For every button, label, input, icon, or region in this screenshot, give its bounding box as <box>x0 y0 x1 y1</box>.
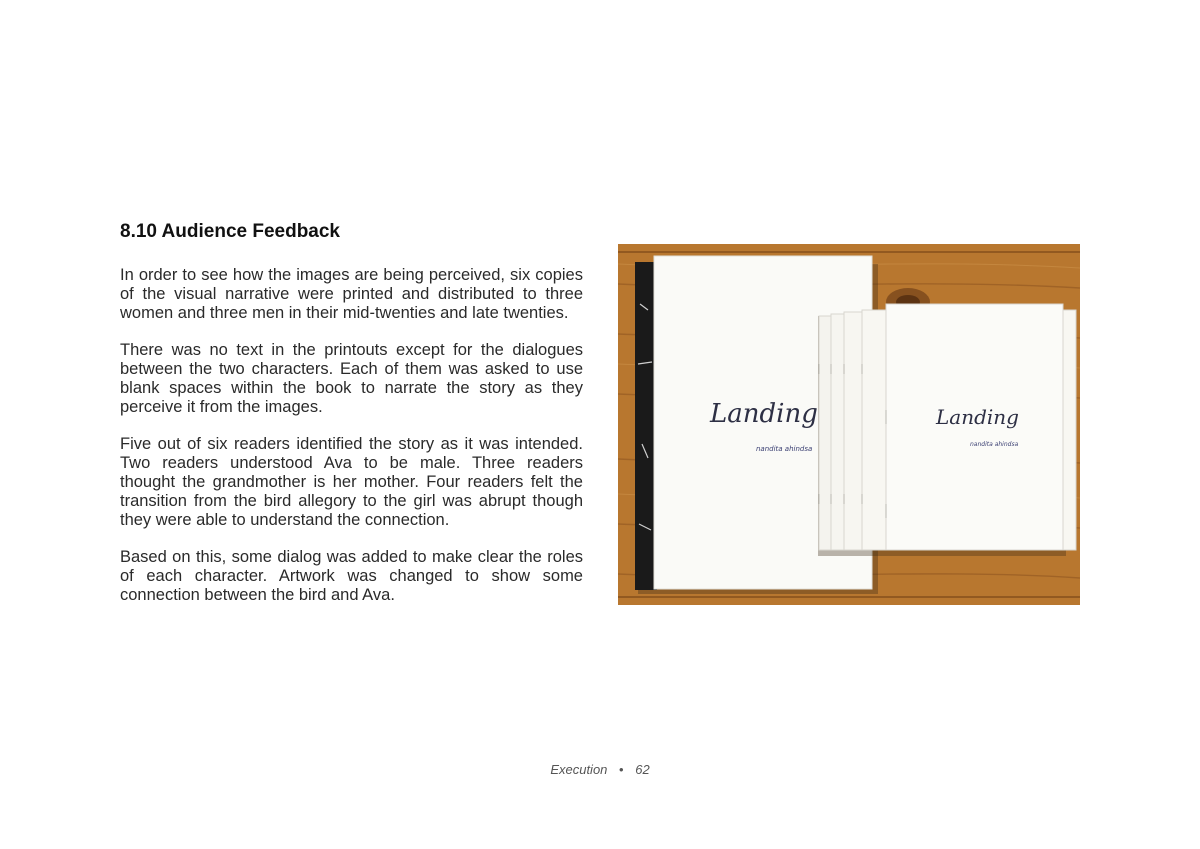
small-booklet-stack <box>818 304 1076 556</box>
body-text <box>120 266 583 623</box>
paragraph-no-text: There was no text in the printouts except for the dialogues between the two characters. Each of them was asked to use blank spaces within the book to narrate the story as they perceive it from the images. <box>120 341 583 416</box>
large-booklet-author: nandita ahindsa <box>756 445 813 453</box>
small-booklet-author: nandita ahindsa <box>970 441 1019 448</box>
paragraph-method: In order to see how the images are being perceived, six copies of the visual narrative were printed and distributed to three women and three men in their mid-twenties and late twenties. <box>120 266 583 322</box>
photo-printed-books <box>618 244 1080 605</box>
footer-separator: • <box>619 762 624 777</box>
small-booklet-title: Landing <box>936 405 1019 429</box>
paragraph-findings: Five out of six readers identified the story as it was intended. Two readers understood Ava to be male. Three readers thought the grandmother is her mother. Four readers felt the transition from the bird allegory to the girl was abrupt though they were able to understand the connection. <box>120 435 583 529</box>
paragraph-changes: Based on this, some dialog was added to make clear the roles of each character. Artwork was changed to show some connection between the bird and Ava. <box>120 548 583 604</box>
section-heading: 8.10 Audience Feedback <box>120 221 341 242</box>
large-booklet-title: Landing <box>710 399 818 429</box>
page-footer <box>0 762 1200 777</box>
footer-section-name: Execution <box>550 762 608 777</box>
page-number: 62 <box>635 762 650 777</box>
